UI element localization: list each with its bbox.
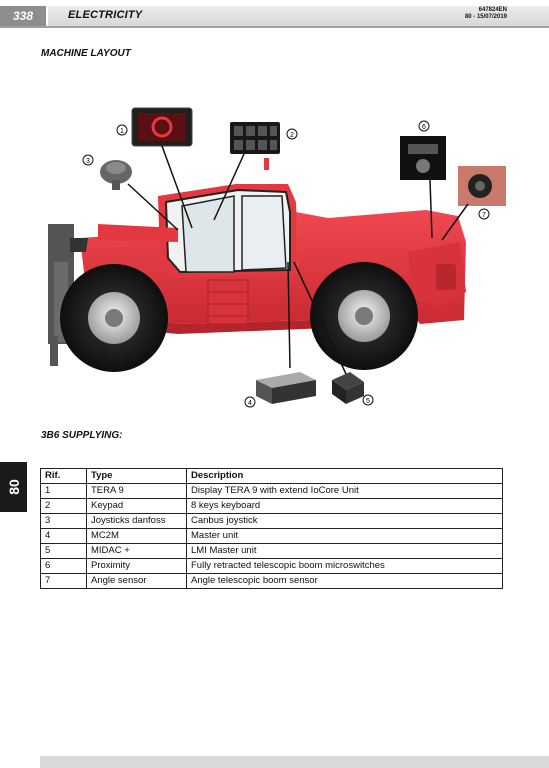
cell-description: Display TERA 9 with extend IoCore Unit (187, 484, 503, 499)
table-row (41, 484, 503, 499)
cell-description: Angle telescopic boom sensor (187, 574, 503, 589)
mc2m-unit-thumbnail (256, 372, 316, 404)
midac-unit-thumbnail (332, 372, 364, 404)
cell-description: Fully retracted telescopic boom microswitches (187, 559, 503, 574)
supplying-title: 3B6 SUPPLYING: (41, 430, 123, 441)
keypad-thumbnail (230, 122, 280, 154)
document-code (465, 7, 507, 21)
callout-6 (419, 121, 429, 131)
cell-rif: 1 (41, 484, 87, 499)
cell-rif: 5 (41, 544, 87, 559)
cell-type: Proximity (87, 559, 187, 574)
chapter-tab-label: 80 (5, 479, 22, 495)
section-title-electricity: ELECTRICITY (68, 9, 143, 21)
svg-text:5: 5 (366, 398, 370, 405)
chapter-tab (0, 462, 27, 512)
cell-description: LMI Master unit (187, 544, 503, 559)
cell-rif: 7 (41, 574, 87, 589)
angle-sensor-thumbnail (458, 166, 506, 206)
svg-text:2: 2 (290, 132, 294, 139)
machine-layout-title: MACHINE LAYOUT (41, 48, 131, 59)
callout-4 (245, 397, 255, 407)
cell-type: MIDAC + (87, 544, 187, 559)
table-row (41, 559, 503, 574)
cell-rif: 4 (41, 529, 87, 544)
doc-code-number: 647824EN (478, 7, 507, 13)
svg-text:3: 3 (86, 158, 90, 165)
footer-bar (40, 756, 549, 768)
svg-text:4: 4 (248, 400, 252, 407)
column-header-type: Type (87, 469, 187, 484)
page-number: 338 (0, 6, 48, 26)
callout-7 (479, 209, 489, 219)
svg-text:1: 1 (120, 128, 124, 135)
cell-description: Canbus joystick (187, 514, 503, 529)
doc-code-date: 80 - 15/07/2019 (464, 14, 507, 20)
callout-1 (117, 125, 127, 135)
callout-2 (287, 129, 297, 139)
cell-description: 8 keys keyboard (187, 499, 503, 514)
cell-type: MC2M (87, 529, 187, 544)
table-row (41, 529, 503, 544)
cell-rif: 2 (41, 499, 87, 514)
table-row (41, 514, 503, 529)
components-table (40, 468, 503, 589)
rear-wheel (60, 264, 168, 372)
callout-5 (363, 395, 373, 405)
cell-description: Master unit (187, 529, 503, 544)
cell-type: TERA 9 (87, 484, 187, 499)
tera9-display-thumbnail (132, 108, 192, 146)
page-header (0, 0, 549, 30)
table-row (41, 544, 503, 559)
table-header-row (41, 469, 503, 484)
proximity-sensor-thumbnail (400, 136, 446, 180)
cell-rif: 6 (41, 559, 87, 574)
cell-type: Angle sensor (87, 574, 187, 589)
front-wheel (310, 262, 418, 370)
table-row (41, 499, 503, 514)
table-row (41, 574, 503, 589)
svg-text:6: 6 (422, 124, 426, 131)
cell-rif: 3 (41, 514, 87, 529)
cell-type: Joysticks danfoss (87, 514, 187, 529)
column-header-rif: Rif. (41, 469, 87, 484)
column-header-description: Description (187, 469, 503, 484)
cell-type: Keypad (87, 499, 187, 514)
joystick-thumbnail (100, 160, 132, 190)
svg-text:7: 7 (482, 212, 486, 219)
machine-layout-illustration (28, 92, 518, 422)
callout-3 (83, 155, 93, 165)
